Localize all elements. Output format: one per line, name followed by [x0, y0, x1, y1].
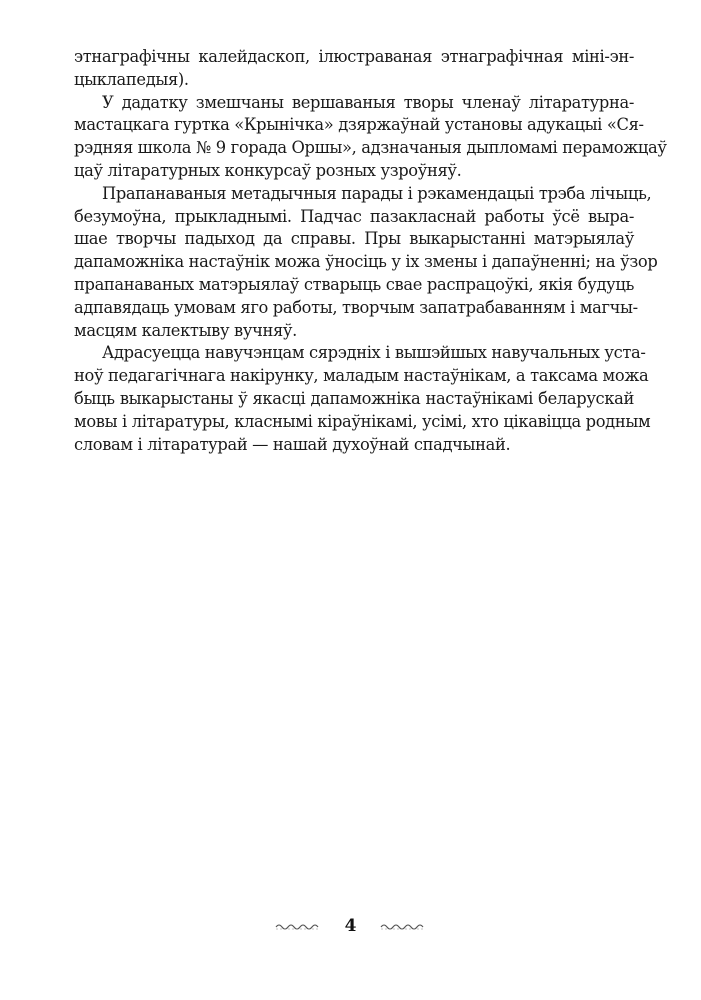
- text-line: адпавядаць умовам яго работы, творчым запатрабаванням і магчы-: [74, 297, 638, 317]
- page-number: 4: [344, 916, 357, 936]
- text-line: словам і літаратурай — нашай духоўнай спадчынай.: [74, 434, 511, 454]
- page-footer: [0, 914, 701, 938]
- text-line: безумоўна, прыкладнымі. Падчас пазакласнай работы ўсё выра-: [74, 206, 634, 226]
- text-line: этнаграфічны калейдаскоп, ілюстраваная этнаграфічная міні-эн-: [74, 47, 634, 66]
- text-line: Прапанаваныя метадычныя парады і рэкамендацыі трэба лічыць,: [102, 183, 652, 203]
- text-line: У дадатку змешчаны вершаваныя творы членаў літаратурна-: [102, 92, 634, 112]
- text-line: шае творчы падыход да справы. Пры выкарыстанні матэрыялаў: [74, 229, 634, 249]
- text-line: ноў педагагічнага накірунку, маладым настаўнікам, а таксама можа: [74, 366, 649, 386]
- text-line: масцям калектыву вучняў.: [74, 320, 297, 340]
- text-line: мастацкага гуртка «Крынічка» дзяржаўнай установы адукацыі «Ся-: [74, 115, 644, 135]
- ornament-right-icon: [380, 921, 426, 931]
- text-line: дапаможніка настаўнік можа ўносіць у іх змены і дапаўненні; на ўзор: [74, 252, 658, 272]
- paragraph-appendix: [74, 92, 667, 183]
- paragraph-audience: [74, 342, 651, 456]
- paragraph-recommendations: [74, 183, 658, 343]
- text-line: мовы і літаратуры, класнымі кіраўнікамі, усімі, хто цікавіцца родным: [74, 411, 651, 431]
- text-line: цыклапедыя).: [74, 69, 189, 89]
- text-line: Адрасуецца навучэнцам сярэдніх і вышэйшых навучальных уста-: [102, 343, 646, 363]
- text-line: рэдняя школа № 9 горада Оршы», адзначаныя дыпломамі пераможцаў: [74, 138, 667, 158]
- ornament-left-icon: [275, 921, 321, 931]
- text-line: быць выкарыстаны ў якасці дапаможніка настаўнікамі беларускай: [74, 388, 634, 408]
- text-line: прапанаваных матэрыялаў стварыць свае распрацоўкі, якія будуць: [74, 274, 634, 294]
- text-line: цаў літаратурных конкурсаў розных узроўняў.: [74, 160, 462, 180]
- body-text: [74, 46, 667, 456]
- paragraph-continuation: [74, 46, 634, 92]
